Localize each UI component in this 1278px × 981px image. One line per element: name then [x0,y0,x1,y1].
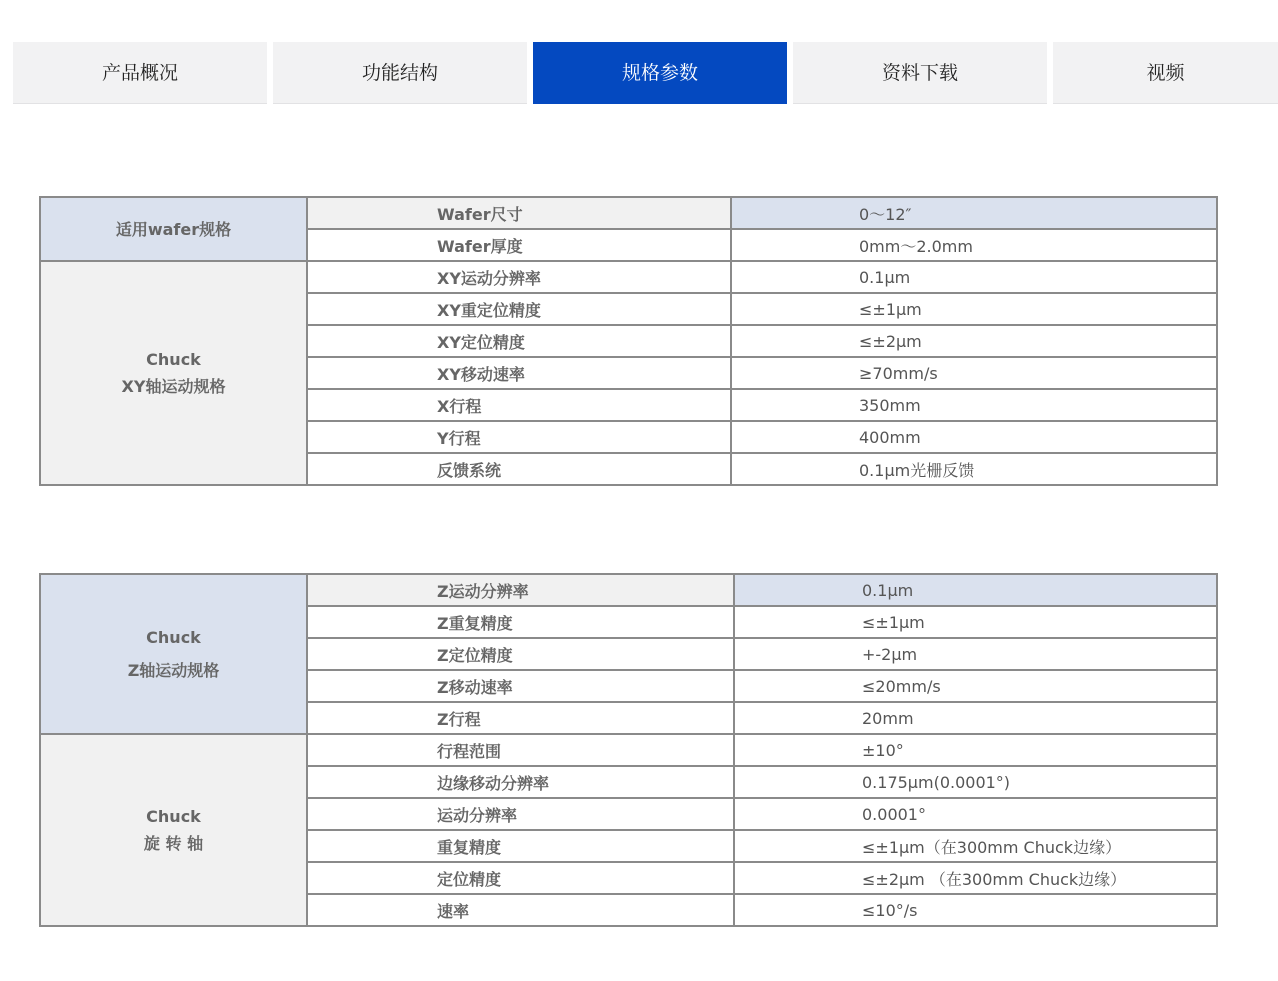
param-cell: 运动分辨率 [307,798,734,830]
value-cell: 0.1μm [734,574,1217,606]
param-cell: 行程范围 [307,734,734,766]
param-cell: Wafer尺寸 [307,197,731,229]
tab-product-overview[interactable]: 产品概况 [13,42,267,104]
group-label-chuck-z [40,574,307,734]
param-cell: XY运动分辨率 [307,261,731,293]
value-cell: ≤±1μm（在300mm Chuck边缘） [734,830,1217,862]
param-cell: Z移动速率 [307,670,734,702]
value-cell: 0.175μm(0.0001°) [734,766,1217,798]
table-row [40,197,1217,229]
group-label-line: Z轴运动规格 [127,661,220,680]
tab-video[interactable]: 视频 [1053,42,1278,104]
group-label-chuck-rotation [40,734,307,926]
param-cell: 定位精度 [307,862,734,894]
spec-table-xy [39,196,1218,486]
param-cell: 边缘移动分辨率 [307,766,734,798]
value-cell: ≤±2μm [731,325,1217,357]
tab-downloads[interactable]: 资料下载 [793,42,1047,104]
group-label-line: XY轴运动规格 [121,377,226,396]
value-cell: 0.1μm光栅反馈 [731,453,1217,485]
param-cell: XY移动速率 [307,357,731,389]
param-cell: Wafer厚度 [307,229,731,261]
group-label-wafer [40,197,307,261]
value-cell: ≤±1μm [731,293,1217,325]
value-cell: 0～12″ [731,197,1217,229]
table-row [40,574,1217,606]
value-cell: ≤10°/s [734,894,1217,926]
param-cell: Z行程 [307,702,734,734]
spec-table-z-rotation [39,573,1218,927]
param-cell: XY重定位精度 [307,293,731,325]
param-cell: Z运动分辨率 [307,574,734,606]
group-label-line: Chuck [146,628,201,647]
param-cell: Z重复精度 [307,606,734,638]
param-cell: 重复精度 [307,830,734,862]
group-label-line: Chuck [146,807,201,826]
value-cell: 400mm [731,421,1217,453]
value-cell: 20mm [734,702,1217,734]
tab-specifications[interactable]: 规格参数 [533,42,787,104]
value-cell: 0.1μm [731,261,1217,293]
param-cell: XY定位精度 [307,325,731,357]
value-cell: ≥70mm/s [731,357,1217,389]
value-cell: 0.0001° [734,798,1217,830]
table-row [40,261,1217,293]
value-cell: +-2μm [734,638,1217,670]
value-cell: ≤20mm/s [734,670,1217,702]
param-cell: X行程 [307,389,731,421]
param-cell: Y行程 [307,421,731,453]
tab-function-structure[interactable]: 功能结构 [273,42,527,104]
group-label-line: 适用wafer规格 [115,219,232,239]
tab-bar [13,42,1278,104]
group-label-line: 旋 转 轴 [143,834,204,853]
value-cell: ≤±2μm （在300mm Chuck边缘） [734,862,1217,894]
value-cell: 0mm～2.0mm [731,229,1217,261]
group-label-chuck-xy [40,261,307,485]
param-cell: Z定位精度 [307,638,734,670]
value-cell: ≤±1μm [734,606,1217,638]
param-cell: 速率 [307,894,734,926]
value-cell: ±10° [734,734,1217,766]
group-label-line: Chuck [146,350,201,369]
value-cell: 350mm [731,389,1217,421]
param-cell: 反馈系统 [307,453,731,485]
table-row [40,734,1217,766]
